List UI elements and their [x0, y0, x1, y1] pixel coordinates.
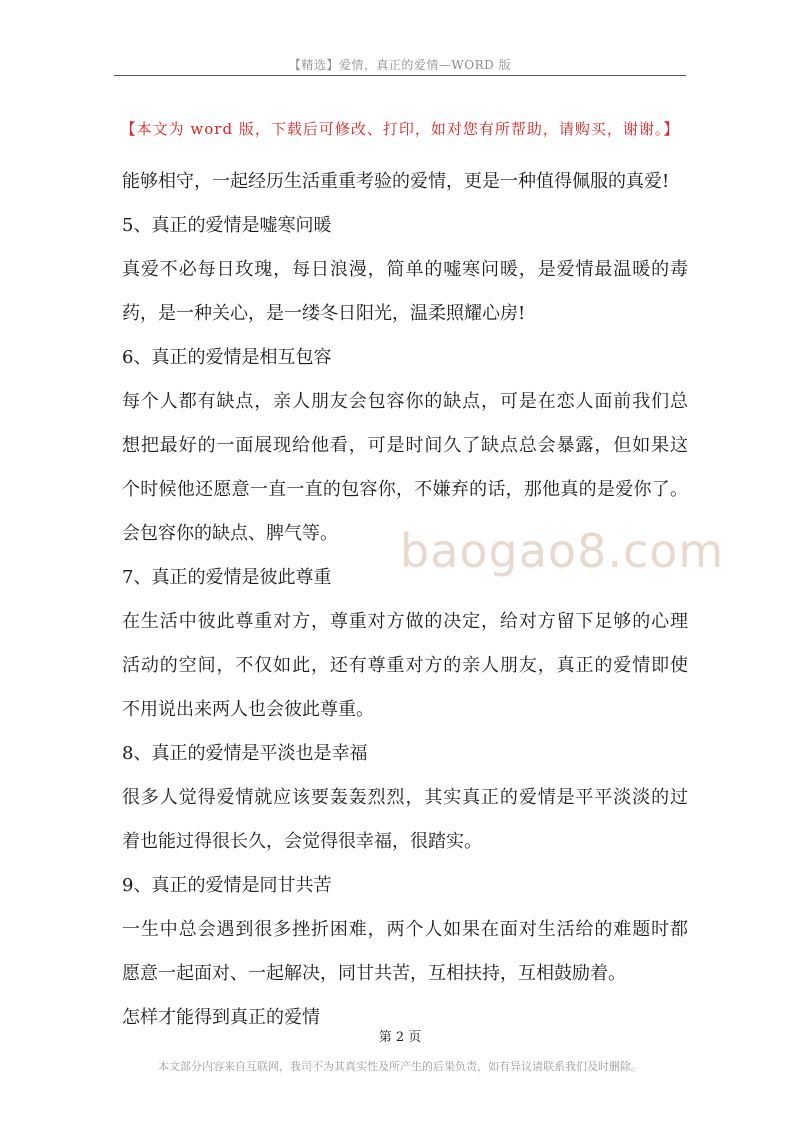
- paragraph-line: 在生活中彼此尊重对方，尊重对方做的决定，给对方留下足够的心理: [122, 611, 688, 632]
- paragraph-line: 能够相守，一起经历生活重重考验的爱情，更是一种值得佩服的真爱!: [122, 171, 670, 192]
- paragraph-line: 愿意一起面对、一起解决，同甘共苦，互相扶持，互相鼓励着。: [122, 963, 626, 984]
- paragraph-line: 每个人都有缺点，亲人朋友会包容你的缺点，可是在恋人面前我们总: [122, 391, 688, 412]
- footer-disclaimer: 本文部分内容来自互联网，我司不为其真实性及所产生的后果负责，如有异议请联系我们及时删除。: [158, 1060, 642, 1073]
- paragraph-line: 着也能过得很长久，会觉得很幸福，很踏实。: [122, 831, 482, 852]
- section-heading: 6、真正的爱情是相互包容: [122, 347, 332, 368]
- running-header: 【精选】爱情，真正的爱情—WORD 版: [288, 58, 512, 72]
- header-divider: [114, 75, 686, 76]
- page-number: 第 2 页: [378, 1030, 422, 1045]
- paragraph-line: 一生中总会遇到很多挫折困难，两个人如果在面对生活给的难题时都: [122, 919, 688, 940]
- section-heading: 7、真正的爱情是彼此尊重: [122, 567, 332, 588]
- paragraph-line: 药，是一种关心，是一缕冬日阳光，温柔照耀心房!: [122, 303, 526, 324]
- paragraph-line: 想把最好的一面展现给他看，可是时间久了缺点总会暴露，但如果这: [122, 435, 688, 456]
- section-heading: 5、真正的爱情是嘘寒问暖: [122, 215, 332, 236]
- body-text: [122, 160, 688, 1040]
- paragraph-line: 活动的空间，不仅如此，还有尊重对方的亲人朋友，真正的爱情即使: [122, 655, 688, 676]
- paragraph-line: 真爱不必每日玫瑰，每日浪漫，简单的嘘寒问暖，是爱情最温暖的毒: [122, 259, 688, 280]
- purchase-notice: 【本文为 word 版，下载后可修改、打印，如对您有所帮助，请购买，谢谢。】: [120, 120, 680, 138]
- watermark-text: baogao8.com: [400, 524, 725, 578]
- section-heading: 怎样才能得到真正的爱情: [122, 1007, 320, 1028]
- section-heading: 8、真正的爱情是平淡也是幸福: [122, 743, 368, 764]
- paragraph-line: 很多人觉得爱情就应该要轰轰烈烈，其实真正的爱情是平平淡淡的过: [122, 787, 688, 808]
- paragraph-line: 个时候他还愿意一直一直的包容你，不嫌弃的话，那他真的是爱你了。: [122, 479, 688, 500]
- paragraph-line: 会包容你的缺点、脾气等。: [122, 523, 338, 544]
- section-heading: 9、真正的爱情是同甘共苦: [122, 875, 332, 896]
- paragraph-line: 不用说出来两人也会彼此尊重。: [122, 699, 374, 720]
